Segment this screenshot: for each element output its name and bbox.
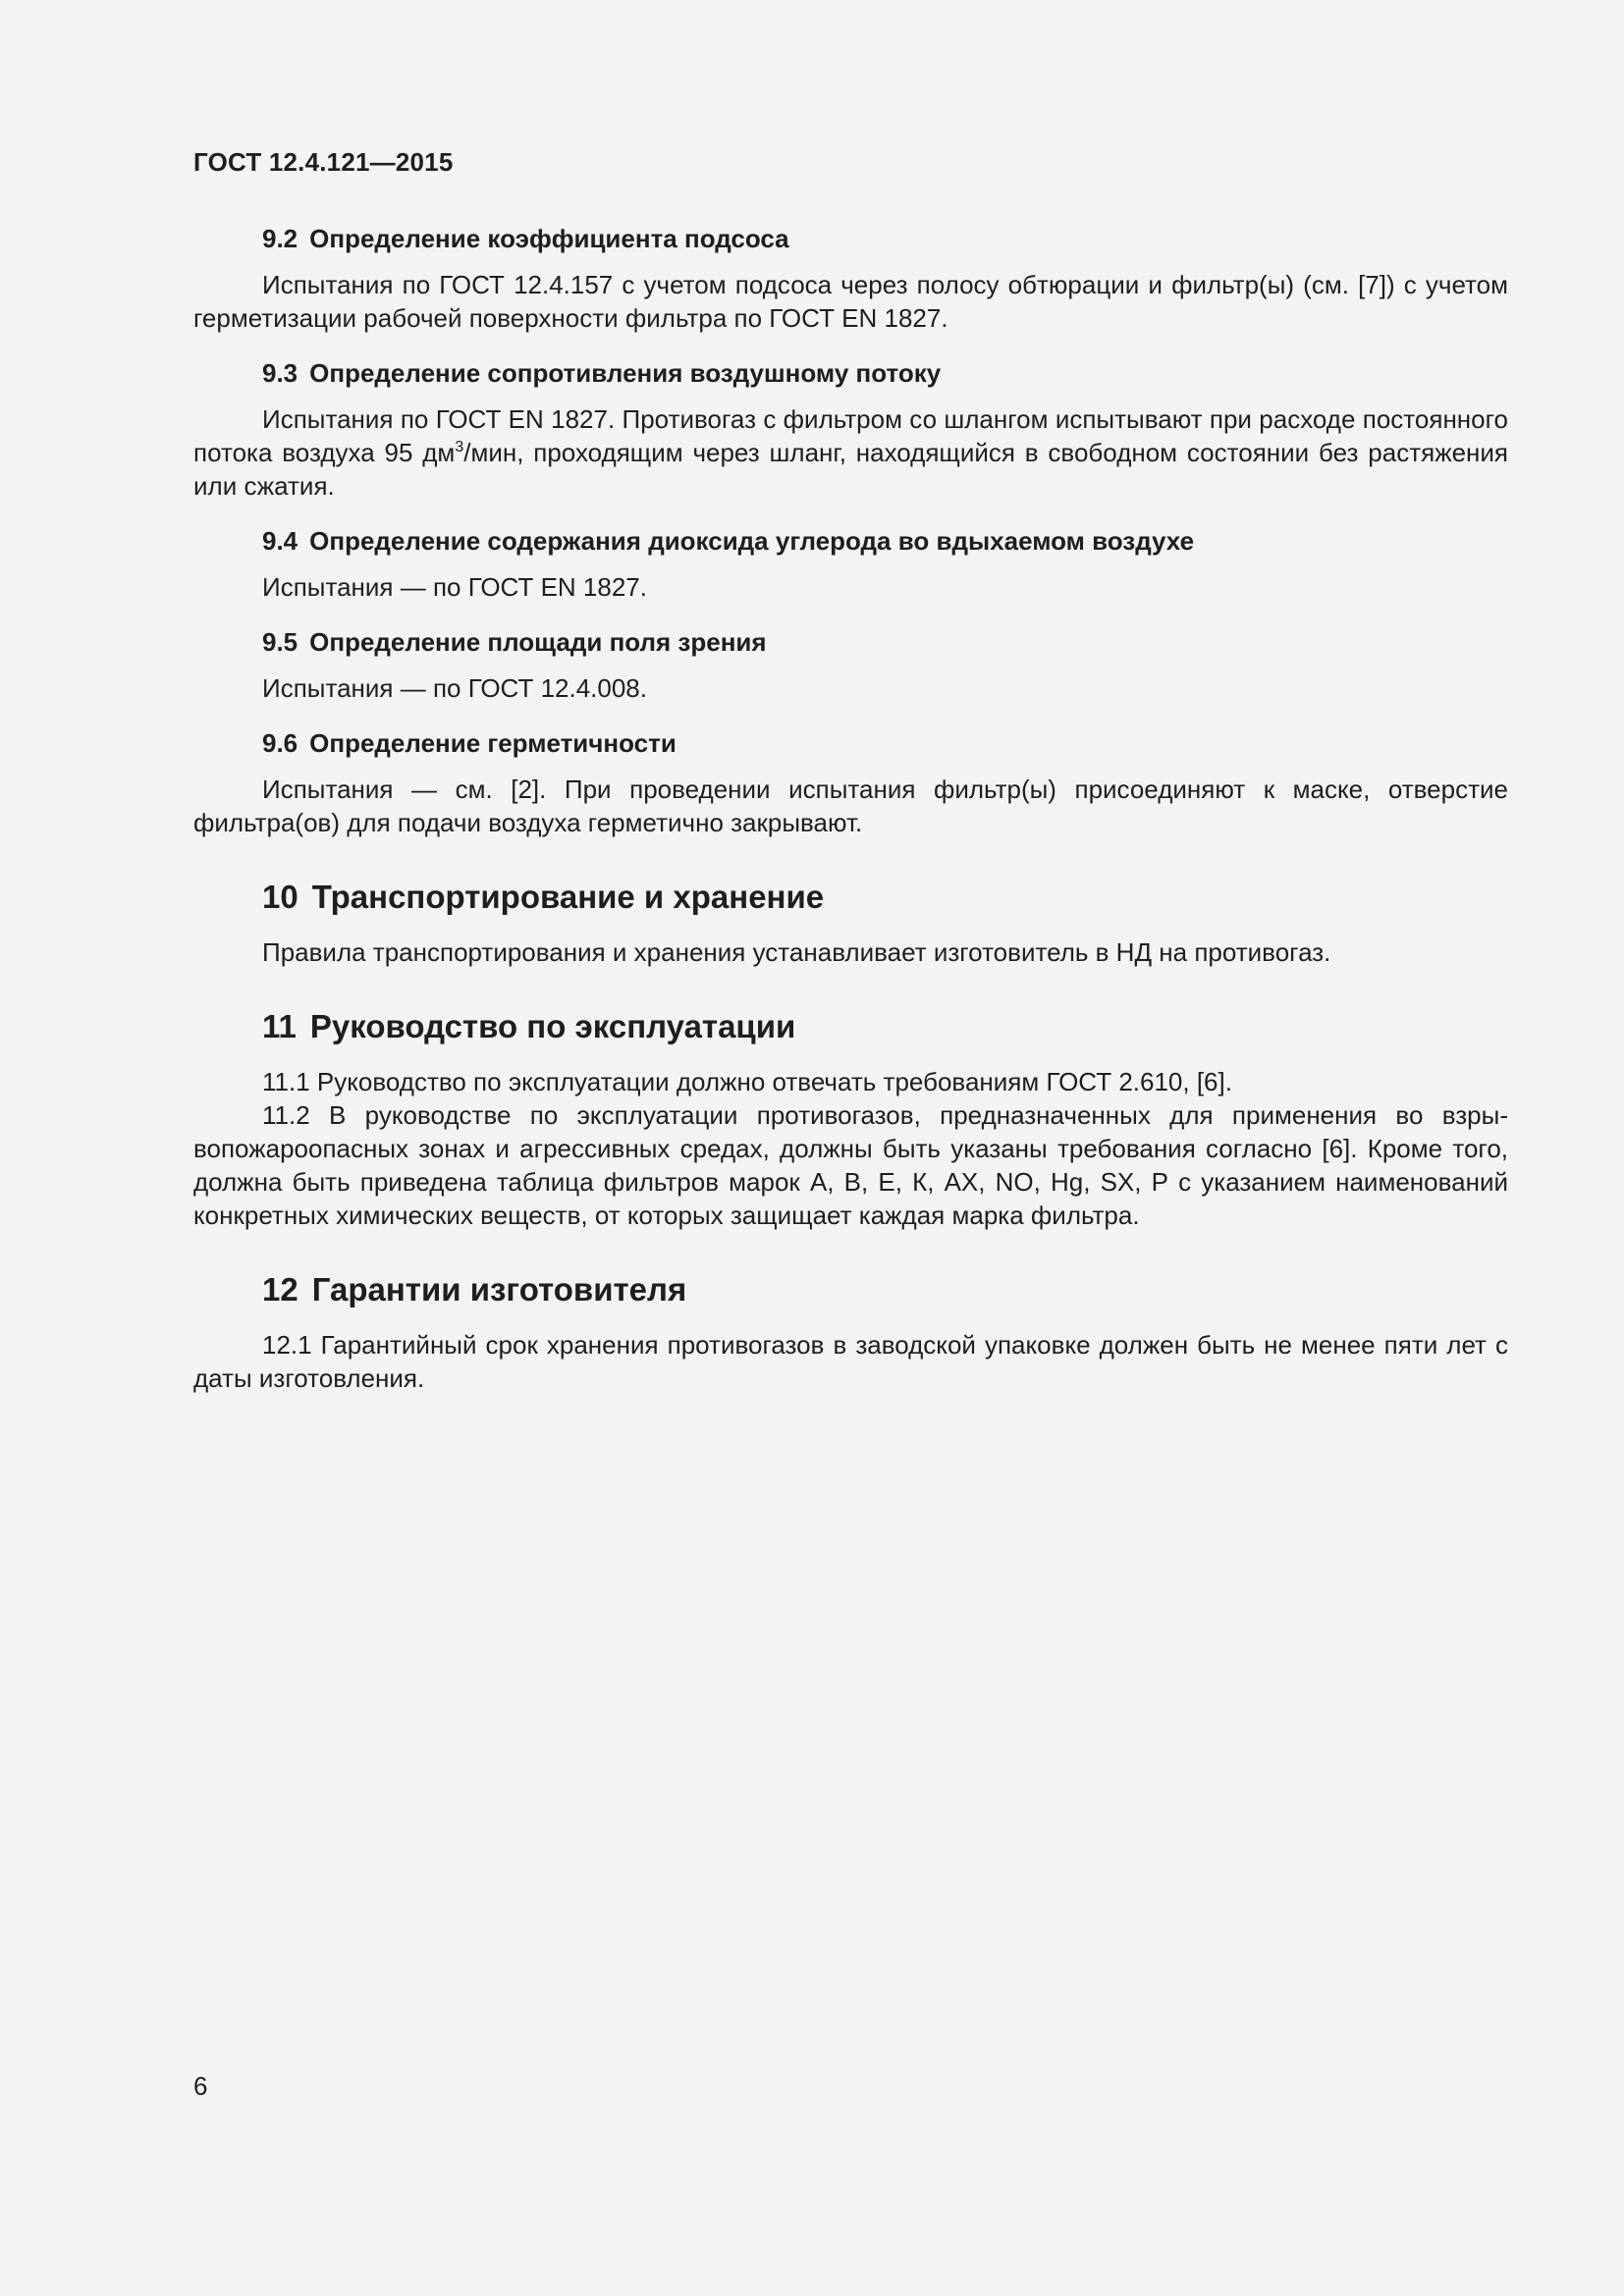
section-title: Гарантии изготовителя (311, 1271, 687, 1308)
section-number: 10 (262, 879, 298, 915)
section-number: 11 (262, 1008, 297, 1044)
paragraph-9-4: Испытания — по ГОСТ EN 1827. (262, 572, 647, 602)
subsection-heading-9-4 (193, 524, 1508, 558)
page-number: 6 (193, 2071, 208, 2101)
subsection-title: Определение сопротивления воздушному потоку (309, 358, 942, 388)
section-heading-12 (193, 1269, 1508, 1310)
paragraph-9-2: Испытания по ГОСТ 12.4.157 с учетом подсоса через полосу обтюрации и фильтр(ы) (см. [7]) с учетом герметизации рабочей поверхности фильтра по ГОСТ EN 1827. (193, 270, 1508, 333)
section-heading-10 (193, 877, 1508, 918)
superscript: 3 (455, 439, 464, 455)
subsection-title: Определение коэффициента подсоса (309, 224, 789, 253)
paragraph-10: Правила транспортирования и хранения устанавливает изготовитель в НД на противогаз. (262, 937, 1331, 967)
subsection-heading-9-5 (193, 625, 1508, 659)
document-body (193, 222, 1508, 1395)
subsection-number: 9.3 (262, 358, 298, 388)
paragraph-11-2: 11.2 В руководстве по эксплуатации противогазов, предназначенных для применения во взрывопожароопасных зонах и агрессивных средах, должны быть указаны требования согласно [6]. Кроме того, должна быть приведена таблица фильтров марок А, В, Е, К, АХ, NO, Hg, SX, Р с указанием наименований конкретных химических веществ, от которых защищает каждая марка фильтра. (193, 1100, 1508, 1230)
paragraph-11-1: 11.1 Руководство по эксплуатации должно отвечать требованиям ГОСТ 2.610, [6]. (262, 1067, 1232, 1096)
subsection-heading-9-2 (193, 222, 1508, 255)
paragraph-text: Испытания по ГОСТ EN 1827. Противогаз с фильтром со шлангом испытывают при расходе постоянного потока воздуха 95 дм (193, 404, 1508, 467)
subsection-title: Определение площади поля зрения (309, 627, 767, 657)
subsection-number: 9.5 (262, 627, 298, 657)
section-title: Руководство по эксплуатации (309, 1008, 796, 1044)
subsection-heading-9-3 (193, 356, 1508, 390)
subsection-heading-9-6 (193, 726, 1508, 760)
paragraph-9-3 (193, 402, 1508, 503)
subsection-title: Определение содержания диоксида углерода во вдыхаемом воздухе (309, 526, 1195, 556)
paragraph-9-6: Испытания — см. [2]. При проведении испытания фильтр(ы) присоединяют к маске, отверстие фильтра(ов) для подачи воздуха герметично закрывают. (193, 774, 1508, 837)
paragraph-9-5: Испытания — по ГОСТ 12.4.008. (262, 673, 647, 703)
section-title: Транспортирование и хранение (311, 879, 825, 915)
paragraph-text: /мин, проходящим через шланг, находящийся в свободном состоянии без растяжения или сжатия. (193, 438, 1509, 501)
paragraph-12-1: 12.1 Гарантийный срок хранения противогазов в заводской упаковке должен быть не менее пяти лет с даты изготовления. (193, 1330, 1508, 1393)
subsection-number: 9.4 (262, 526, 298, 556)
subsection-number: 9.2 (262, 224, 298, 253)
subsection-title: Определение герметичности (309, 728, 677, 758)
section-number: 12 (262, 1271, 298, 1308)
subsection-number: 9.6 (262, 728, 298, 758)
section-heading-11 (193, 1006, 1508, 1047)
document-id-header: ГОСТ 12.4.121—2015 (193, 147, 454, 177)
